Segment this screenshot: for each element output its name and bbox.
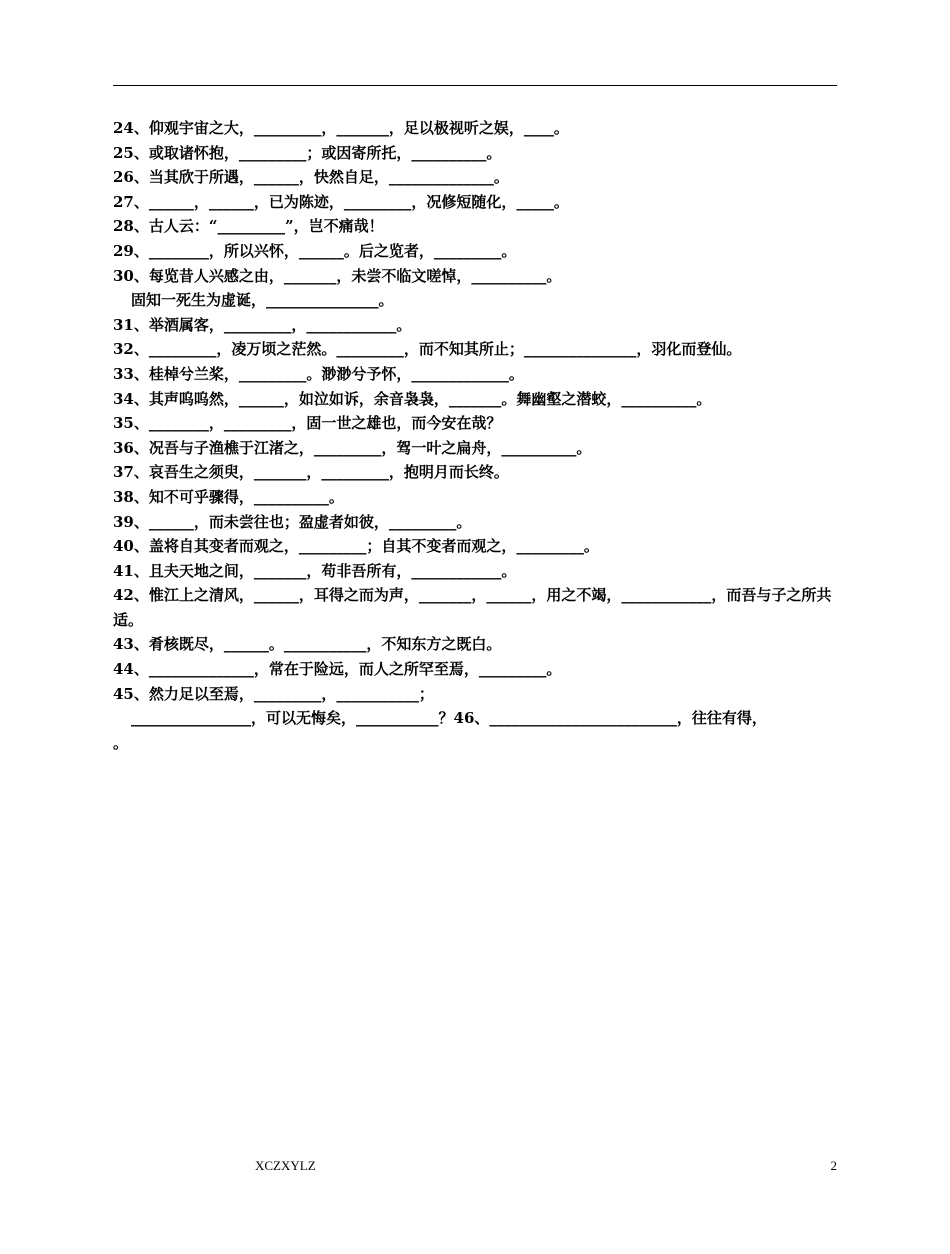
question-24: 24、仰观宇宙之大，_________，_______，足以极视听之娱，____。	[113, 119, 569, 137]
question-44: 44、______________，常在于险远，而人之所罕至焉，_________。	[113, 660, 562, 679]
document-body	[113, 116, 839, 755]
question-34: 34、其声呜呜然，______，如泣如诉，余音袅袅，_______。舞幽壑之潜蛟，__________。	[113, 389, 712, 408]
question-30-continued: 固知一死生为虚诞，_______________。	[131, 291, 394, 310]
question-33: 33、桂棹兮兰桨，_________。渺渺兮予怀，_____________。	[113, 364, 524, 383]
question-31: 31、举酒属客，_________，____________。	[113, 315, 412, 334]
question-28: 28、古人云：“_________”，岂不痛哉！	[113, 217, 384, 236]
question-40: 40、盖将自其变者而观之，_________；自其不变者而观之，_________。	[113, 537, 599, 556]
question-29: 29、________，所以兴怀，______。后之览者，_________。	[113, 241, 517, 260]
question-26: 26、当其欣于所遇，______，快然自足，______________。	[113, 168, 509, 187]
question-30: 30、每览昔人兴感之由，_______，未尝不临文嗟悼，__________。	[113, 266, 562, 285]
header-rule	[113, 85, 837, 86]
question-42: 42、惟江上之清风，______，耳得之而为声，_______，______，用之不竭，____________，而吾与子之所共适。	[113, 586, 832, 629]
question-35: 35、________，_________，固一世之雄也，而今安在哉？	[113, 414, 502, 433]
question-39: 39、______，而未尝往也；盈虚者如彼，_________。	[113, 512, 472, 531]
trailing-period: 。	[113, 733, 129, 752]
question-25: 25、或取诸怀抱，_________；或因寄所托，__________。	[113, 143, 502, 162]
page-number: 2	[830, 1158, 837, 1173]
question-36: 36、况吾与子渔樵于江渚之，_________，驾一叶之扁舟，__________。	[113, 438, 592, 457]
question-27: 27、______，______，已为陈迹，_________，况修短随化，_____。	[113, 192, 569, 211]
question-45-46-continued: ________________，可以无悔矣，___________？46、_________________________，往往有得，	[131, 709, 767, 728]
question-38: 38、知不可乎骤得，__________。	[113, 487, 344, 506]
question-37: 37、哀吾生之须臾，_______，_________，抱明月而长终。	[113, 463, 509, 482]
question-32: 32、_________，凌万顷之茫然。_________，而不知其所止；_______________，羽化而登仙。	[113, 340, 742, 359]
footer-label: XCZXYLZ	[255, 1158, 316, 1173]
question-43: 43、肴核既尽，______。___________，不知东方之既白。	[113, 635, 502, 654]
question-45: 45、然力足以至焉，_________，___________；	[113, 684, 434, 703]
question-41: 41、且夫天地之间，_______，苟非吾所有，____________。	[113, 561, 517, 580]
